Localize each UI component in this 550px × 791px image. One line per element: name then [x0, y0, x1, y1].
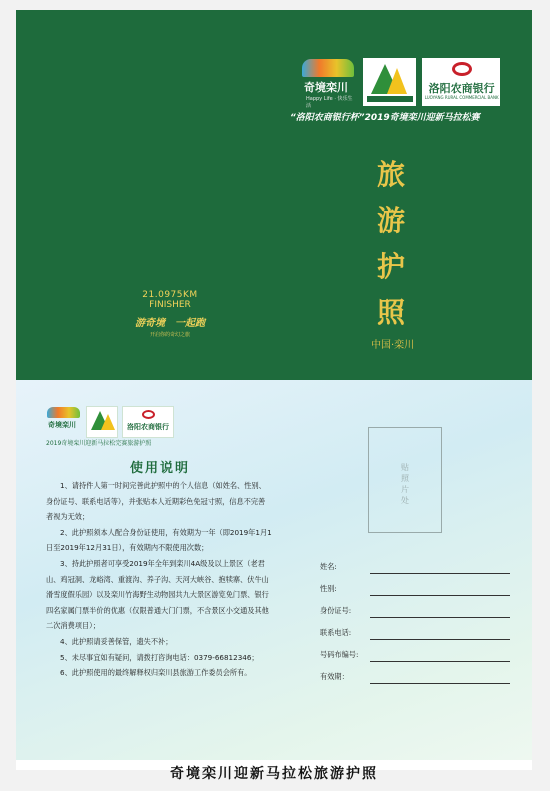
bank-logo-small: LUOYANG RURAL COMMERCIAL BANK [424, 95, 499, 100]
form-row-name [320, 562, 520, 584]
instruction-item: 6、此护照使用的最终解释权归栾川县旅游工作委员会所有。 [60, 668, 252, 678]
luanchuan-logo-mark [47, 407, 80, 418]
cover-place: 中国·栾川 [371, 340, 415, 351]
luanchuan-logo [46, 405, 82, 439]
bank-logo-text: 洛阳农商银行 [127, 423, 169, 431]
bank-ring-icon [142, 410, 155, 419]
cover-title-char: 护 [376, 250, 405, 283]
instruction-item: 3、持此护照者可享受2019年全年到栾川4A级及以上景区（老君山、鸡冠洞、龙峪湾、重渡沟、养子沟、天河大峡谷、抱犊寨、伏牛山滑雪度假乐园）以及栾川竹海野生动物园共九大景区游览免门票、银行四名家属门票半价的优惠（仅限普通大门门票，不含景区小交通及其他二次消费项目）； [46, 558, 269, 631]
form-row-id [320, 606, 520, 628]
luanchuan-logo [300, 57, 357, 107]
finisher-block [100, 290, 240, 338]
form-label: 有效期： [320, 672, 349, 681]
form-label: 身份证号: [320, 606, 352, 615]
cover-subtitle: “洛阳农商银行杯”2019奇境栾川迎新马拉松赛 [290, 113, 480, 123]
form-label: 姓名: [320, 562, 337, 571]
form-row-gender [320, 584, 520, 606]
finisher-tagline: 开启你的奇幻之旅 [149, 332, 190, 338]
cover-title-char: 游 [376, 204, 405, 237]
form-row-validity [320, 672, 520, 694]
instruction-item: 4、此护照请妥善保管，遗失不补； [60, 636, 173, 646]
finisher-slogan: 游奇境 一起跑 [135, 318, 205, 329]
cover-title-char: 旅 [376, 158, 405, 191]
footer-caption-bar [16, 762, 532, 786]
bank-logo-text: 洛阳农商银行 [428, 82, 495, 95]
finisher-label: FINISHER [149, 300, 191, 310]
form-label: 联系电话: [320, 628, 352, 637]
cover-logos [300, 56, 500, 108]
instructions-list [46, 478, 272, 681]
mountain-icon [387, 68, 407, 94]
instruction-item: 2、此护照须本人配合身份证使用，有效期为一年（即2019年1月1日至2019年12月31日），有效期内不限使用次数； [46, 527, 272, 553]
form-field-line[interactable] [370, 683, 510, 684]
luanchuan-logo-text: 奇境栾川 [304, 81, 348, 94]
luanchuan-logo-mark [302, 59, 354, 77]
photo-box-label: 贴照片处 [401, 463, 409, 505]
form-label: 性别: [320, 584, 337, 593]
instruction-item: 5、未尽事宜如有疑问，请拨打咨询电话：0379-66812346； [60, 652, 259, 662]
luanchuan-logo-small: Happy Life · 快乐生活 [306, 96, 353, 109]
finisher-distance: 21.0975KM [142, 290, 198, 300]
personal-info-form [320, 562, 520, 694]
photo-box[interactable] [368, 427, 442, 533]
marathon-logo [86, 406, 118, 438]
form-field-line[interactable] [370, 639, 510, 640]
inner-subtitle: 2019奇境栾川迎新马拉松完赛旅游护照 [46, 440, 152, 447]
footer-caption: 奇境栾川迎新马拉松旅游护照 [170, 766, 378, 782]
form-label: 号码布编号: [320, 650, 359, 659]
instructions-heading: 使用说明 [129, 461, 190, 476]
form-field-line[interactable] [370, 573, 510, 574]
cover-title [371, 152, 411, 336]
form-row-bib [320, 650, 520, 672]
marathon-logo [363, 58, 416, 106]
form-field-line[interactable] [370, 661, 510, 662]
instruction-item: 1、请持件人第一时间完善此护照中的个人信息（如姓名、性别、身份证号、联系电话等），并张贴本人近期彩色免冠寸照，信息不完善者视为无效； [46, 481, 266, 522]
form-field-line[interactable] [370, 595, 510, 596]
form-row-phone [320, 628, 520, 650]
luanchuan-logo-text: 奇境栾川 [48, 421, 76, 429]
inner-logos [46, 402, 176, 442]
bank-logo [422, 58, 500, 106]
form-field-line[interactable] [370, 617, 510, 618]
bank-ring-icon [452, 62, 472, 76]
cover-title-char: 照 [376, 296, 405, 329]
mountain-icon [101, 414, 115, 430]
bank-logo [122, 406, 174, 438]
marathon-logo-band [367, 96, 413, 102]
